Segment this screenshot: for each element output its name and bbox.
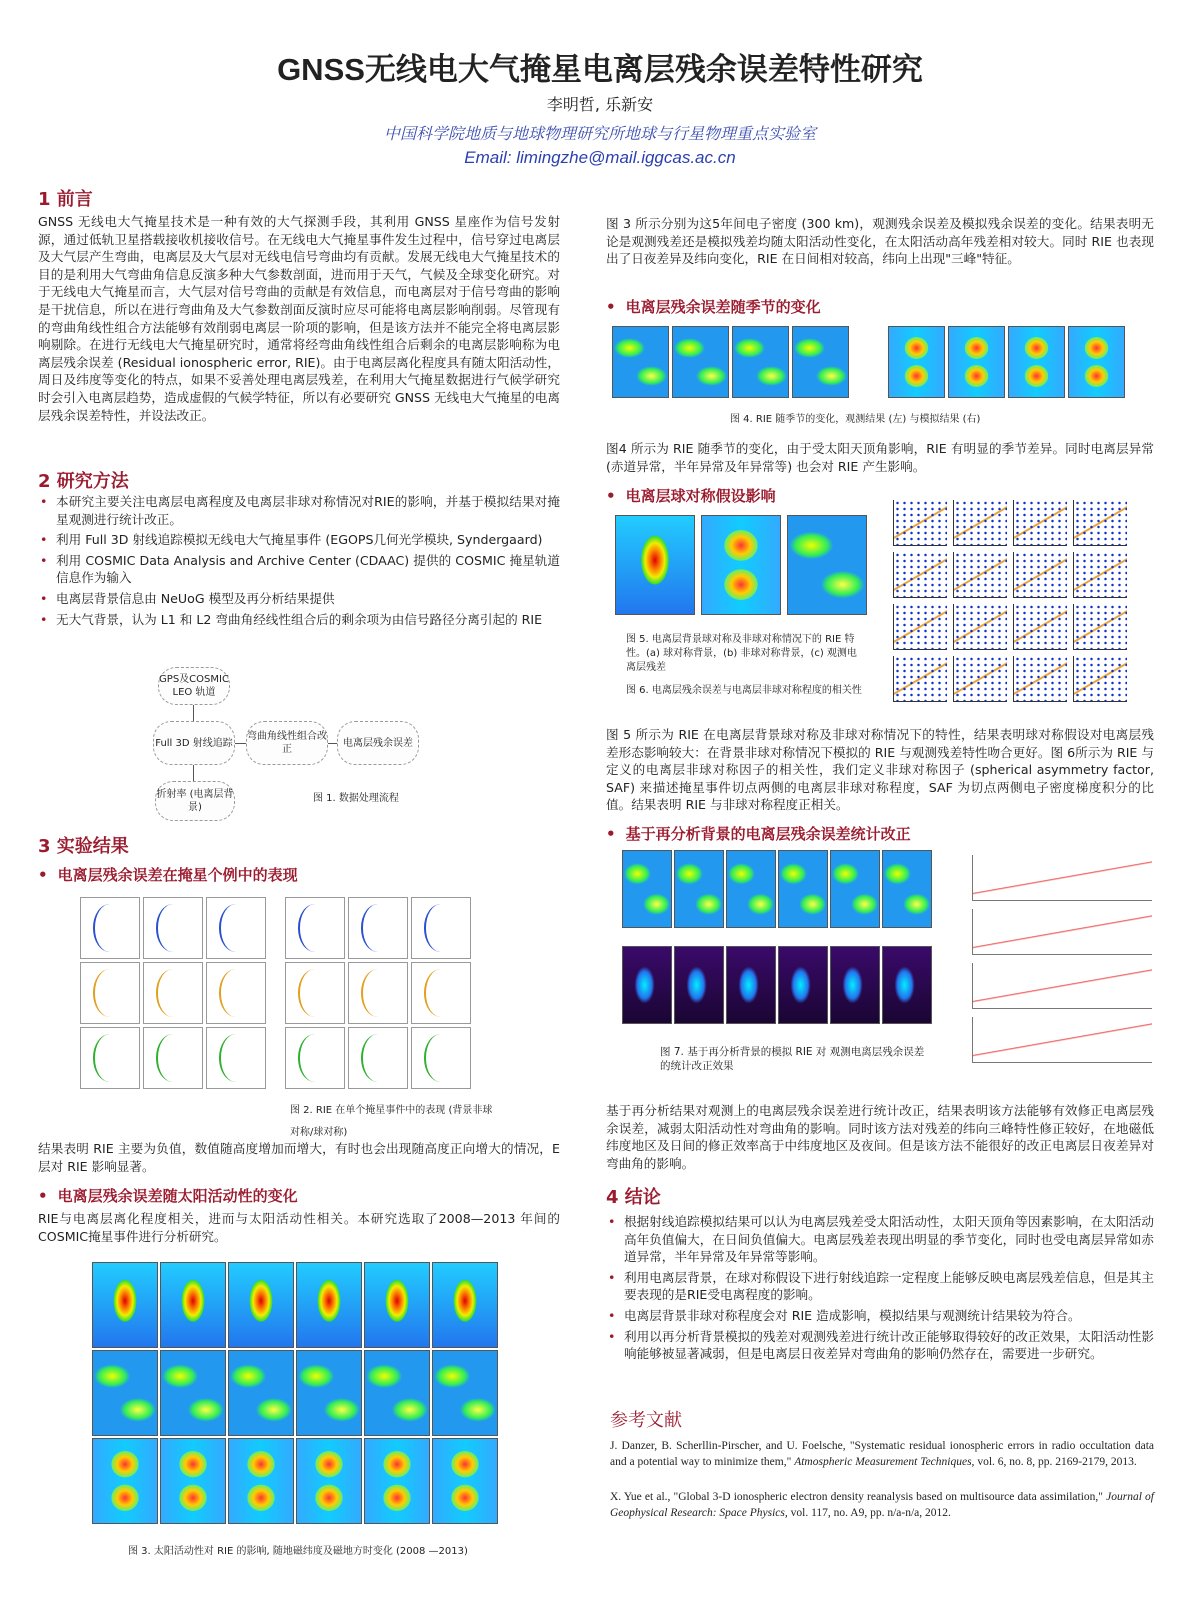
figure-4-simulated [888,326,1128,398]
ref-journal: Journal of Geophysical Research: Space Physics, [610,1491,1154,1519]
ref-text: vol. 117, no. A9, pp. n/a-n/a, 2012. [787,1507,951,1519]
line-plot-panel [411,897,471,959]
fig6-caption: 图 6. 电离层残余误差与电离层非球对称程度的相关性 [626,685,862,696]
flow-arrow [193,705,194,721]
references-title: 参考文献 [610,1410,682,1431]
list-item: • 根据射线追踪模拟结果可以认为电离层残差受太阳活动性，太阳天顶角等因素影响，在太阳活动高年负值偏大，在日间负值偏大。电离层残差表现出明显的季节变化，同时也受电离层异常如赤道异常，半年异常及年异常等影响。 [606,1213,1154,1266]
heatmap-panel [615,515,695,615]
scatter-panel [893,604,947,650]
heatmap-panel [432,1438,498,1524]
line-plot-panel [80,897,140,959]
heatmap-panel [622,850,672,928]
section-conclusion-title: 4 结论 [606,1187,661,1208]
heatmap-panel [364,1350,430,1436]
ref-text: J. Danzer, B. Scherllin-Pirscher, and U. Foelsche, "Systematic residual ionospheric errors in radio occultation data and a potential way to minimize them," [610,1440,1154,1468]
subsection-season-title: • 电离层残余误差随季节的变化 [606,296,821,317]
heatmap-panel [948,326,1005,398]
line-plot-panel [285,897,345,959]
authors: 李明哲, 乐新安 [546,95,654,114]
right-text-2: 图4 所示为 RIE 随季节的变化，由于受太阳天顶角影响，RIE 有明显的季节差异。同时电离层异常 (赤道异常，半年异常及年异常等) 也会对 RIE 产生影响。 [606,441,1154,474]
line-plot-panel [411,1027,471,1089]
list-item: • 利用以再分析背景模拟的残差对观测残差进行统计改正能够取得较好的改正效果，太阳活动性影响能够被显著减弱，但是电离层日夜差异对弯曲角的影响仍然存在，需要进一步研究。 [606,1328,1154,1363]
line-plot-panel [411,962,471,1024]
list-item: • 本研究主要关注电离层电离程度及电离层非球对称情况对RIE的影响，并基于模拟结果对掩星观测进行统计改正。 [38,493,560,528]
right-text-3: 图 5 所示为 RIE 在电离层背景球对称及非球对称情况下的特性，结果表明球对称假设对电离层残差形态影响较大：在背景非球对称情况下模拟的 RIE 与观测残差特性吻合更好。图 6所示为 RIE 与定义的电离层非球对称因子的相关性，我们定义非球对称因子 (spherical asymmetry factor, SAF) 来描述掩星事件切点两侧的电离层非球对称程度，SAF 为切点两侧电子密度梯度积分的比值。结果表明 RIE 与非球对称程度正相关。 [606,727,1154,813]
flow-arrow [193,765,194,781]
heatmap-panel [672,326,729,398]
section-method-title: 2 研究方法 [38,471,129,492]
heatmap-panel [778,946,828,1024]
scatter-panel [1073,500,1127,546]
line-plot-panel [206,962,266,1024]
poster-title: GNSS无线电大气掩星电离层残余误差特性研究 [277,52,923,87]
time-series-panel [972,1017,1152,1063]
list-item: • 无大气背景，认为 L1 和 L2 弯曲角经线性组合后的剩余项为由信号路径分离引起的 RIE [38,611,560,629]
subsection-symmetry-title: • 电离层球对称假设影响 [606,485,776,506]
line-plot-panel [348,897,408,959]
intro-text: GNSS 无线电大气掩星技术是一种有效的大气探测手段，其利用 GNSS 星座作为信号发射源，通过低轨卫星搭载接收机接收信号。在无线电大气掩星事件发生过程中，信号穿过电离层及大气层产生弯曲，电离层及大气层对无线电信号弯曲均有贡献。发展无线电大气掩星技术的目的是利用大气弯曲角信息反演多种大气参数剖面，进而用于天气，气候及全球变化研究。对于无线电大气掩星而言，大气层对信号弯曲的贡献是有效信息，而电离层对于信号弯曲的影响是干扰信息，所以在进行弯曲角及大气参数剖面反演时应尽可能将电离层影响削弱。尽管现有的弯曲角线性组合方法能够有效削弱电离层一阶项的影响，但是该方法并不能完全将电离层影响剔除。在进行无线电大气掩星研究时，通常将经弯曲角线性组合后剩余的电离层影响称为电离层残余误差 (Residual ionospheric error, RIE)。由于电离层离化程度具有随太阳活动性，周日及纬度等变化的特点，如果不妥善处理电离层残差，在利用大气掩星数据进行气候学研究时会引入电离层趋势，造成虚假的气候学特征，所以有必要研究 GNSS 无线电大气掩星的电离层残余误差特性，并设法改正。 [38,214,560,423]
heatmap-panel [1068,326,1125,398]
ref-text: X. Yue et al., "Global 3-D ionospheric electron density reanalysis based on multisource data assimilation," [610,1491,1107,1503]
flow-node-correction: 弯曲角线性组合改正 [246,721,328,765]
scatter-panel [1073,552,1127,598]
line-plot-panel [80,1027,140,1089]
heatmap-panel [296,1438,362,1524]
scatter-panel [1073,604,1127,650]
line-plot-panel [143,897,203,959]
time-series-panel [972,909,1152,955]
flow-node-rie: 电离层残余误差 [337,721,419,765]
results-text-2: RIE与电离层离化程度相关，进而与太阳活动性相关。本研究选取了2008—2013 年间的COSMIC掩星事件进行分析研究。 [38,1211,560,1244]
fig7-caption: 图 7. 基于再分析背景的模拟 RIE 对 观测电离层残余误差的统计改正效果 [660,1046,925,1072]
line-plot-panel [80,962,140,1024]
line-plot-panel [143,962,203,1024]
flow-arrow [235,743,246,744]
figure-2b [285,897,475,1089]
heatmap-panel [296,1262,362,1348]
scatter-panel [893,552,947,598]
subsection-reanalysis-title: • 基于再分析背景的电离层残余误差统计改正 [606,823,911,844]
list-item: • 利用 Full 3D 射线追踪模拟无线电大气掩星事件 (EGOPS几何光学模块, Syndergaard) [38,531,560,549]
conclusion-list [606,1213,1154,1366]
line-plot-panel [348,1027,408,1089]
heatmap-panel [882,850,932,928]
scatter-panel [1073,656,1127,702]
heatmap-panel [432,1350,498,1436]
heatmap-panel [830,850,880,928]
figure-6 [893,500,1133,702]
heatmap-panel [92,1350,158,1436]
heatmap-panel [792,326,849,398]
scatter-panel [1013,656,1067,702]
flow-arrow [328,743,337,744]
figure-7-timeseries [972,855,1154,1063]
section-results-title: 3 实验结果 [38,836,129,857]
heatmap-panel [778,850,828,928]
scatter-panel [953,604,1007,650]
list-item: • 利用电离层背景，在球对称假设下进行射线追踪一定程度上能够反映电离层残差信息，但是其主要表现的是RIE受电离程度的影响。 [606,1269,1154,1304]
line-plot-panel [206,1027,266,1089]
heatmap-panel [228,1350,294,1436]
heatmap-panel [432,1262,498,1348]
right-text-1: 图 3 所示分别为这5年间电子密度 (300 km)，观测残余误差及模拟残余误差的变化。结果表明无论是观测残差还是模拟残差均随太阳活动性变化，在太阳活动高年残差相对较大。同时 RIE 也表现出了日夜差异及纬向变化，RIE 在日间相对较高，纬向上出现"三峰"特征。 [606,216,1154,267]
reference-1 [610,1438,1154,1470]
reference-2 [610,1489,1154,1521]
heatmap-panel [228,1262,294,1348]
line-plot-panel [285,962,345,1024]
heatmap-panel [160,1350,226,1436]
ref-journal: Atmospheric Measurement Techniques, [794,1456,975,1468]
heatmap-panel [701,515,781,615]
heatmap-panel [92,1262,158,1348]
heatmap-panel [364,1438,430,1524]
heatmap-panel [830,946,880,1024]
heatmap-panel [732,326,789,398]
line-plot-panel [143,1027,203,1089]
heatmap-panel [882,946,932,1024]
scatter-panel [953,500,1007,546]
scatter-panel [893,500,947,546]
heatmap-panel [622,946,672,1024]
heatmap-panel [160,1262,226,1348]
heatmap-panel [726,850,776,928]
list-item: • 利用 COSMIC Data Analysis and Archive Center (CDAAC) 提供的 COSMIC 掩星轨道信息作为输入 [38,552,560,587]
list-item: • 电离层背景非球对称程度会对 RIE 造成影响，模拟结果与观测统计结果较为符合。 [606,1307,1154,1325]
results-text-1: 结果表明 RIE 主要为负值，数值随高度增加而增大，有时也会出现随高度正向增大的情况，E 层对 RIE 影响显著。 [38,1141,560,1174]
right-text-4: 基于再分析结果对观测上的电离层残余误差进行统计改正，结果表明该方法能够有效修正电离层残余误差，减弱太阳活动性对弯曲角的影响。同时该方法对残差的纬向三峰特性修正较好，在地磁低纬度地区及日间的修正效率高于中纬度地区及夜间。但是该方法不能很好的改正电离层日夜差异对弯曲角的影响。 [606,1103,1154,1171]
heatmap-panel [296,1350,362,1436]
ref-text: vol. 6, no. 8, pp. 2169-2179, 2013. [974,1456,1137,1468]
figure-3 [92,1262,502,1524]
flow-node-orbit: GPS及COSMIC LEO 轨道 [158,667,230,705]
fig2-caption: 图 2. RIE 在单个掩星事件中的表现 (背景非球对称/球对称) [290,1105,493,1138]
fig5-caption: 图 5. 电离层背景球对称及非球对称情况下的 RIE 特性。(a) 球对称背景，(b) 非球对称背景，(c) 观测电离层残差 [626,634,857,673]
line-plot-panel [285,1027,345,1089]
figure-4-observed [612,326,852,398]
section-intro-title: 1 前言 [38,189,93,210]
line-plot-panel [206,897,266,959]
fig4-caption: 图 4. RIE 随季节的变化，观测结果 (左) 与模拟结果 (右) [730,414,981,425]
scatter-panel [953,656,1007,702]
scatter-panel [1013,604,1067,650]
line-plot-panel [348,962,408,1024]
heatmap-panel [787,515,867,615]
heatmap-panel [92,1438,158,1524]
figure-7-maps [622,850,938,1024]
heatmap-panel [364,1262,430,1348]
heatmap-panel [1008,326,1065,398]
heatmap-panel [726,946,776,1024]
fig1-caption: 图 1. 数据处理流程 [313,793,399,804]
affiliation: 中国科学院地质与地球物理研究所地球与行星物理重点实验室 [383,124,816,143]
heatmap-panel [674,946,724,1024]
flow-node-raytrace: Full 3D 射线追踪 [153,721,235,765]
email-link[interactable]: Email: limingzhe@mail.iggcas.ac.cn [464,148,736,167]
figure-2a [80,897,270,1089]
heatmap-panel [612,326,669,398]
list-item: • 电离层背景信息由 NeUoG 模型及再分析结果提供 [38,590,560,608]
scatter-panel [1013,552,1067,598]
heatmap-panel [228,1438,294,1524]
fig3-caption: 图 3. 太阳活动性对 RIE 的影响, 随地磁纬度及磁地方时变化 (2008 —2013) [128,1546,468,1557]
subsection-solar-title: • 电离层残余误差随太阳活动性的变化 [38,1185,298,1206]
subsection-case-title: • 电离层残余误差在掩星个例中的表现 [38,864,298,885]
scatter-panel [953,552,1007,598]
scatter-panel [893,656,947,702]
method-list [38,493,560,631]
heatmap-panel [160,1438,226,1524]
time-series-panel [972,963,1152,1009]
flow-node-refractivity: 折射率 (电离层背景) [155,781,235,821]
scatter-panel [1013,500,1067,546]
time-series-panel [972,855,1152,901]
heatmap-panel [888,326,945,398]
figure-5 [615,515,885,615]
heatmap-panel [674,850,724,928]
